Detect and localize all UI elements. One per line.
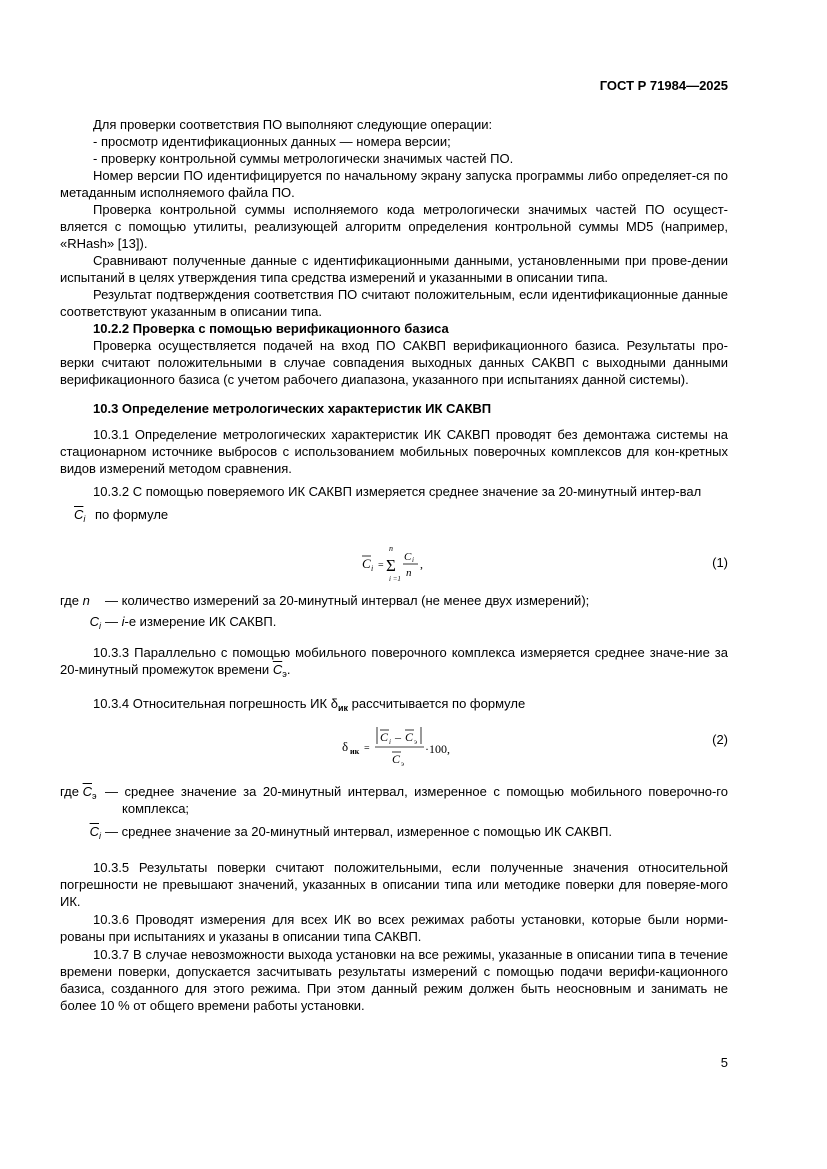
svg-text:i: i: [371, 564, 374, 573]
svg-text:–: –: [395, 730, 401, 744]
formula-2: [340, 723, 500, 775]
paragraph-10-3-2-cont: $\overline{C}_i$ по формуле: [74, 507, 169, 524]
paragraph: - просмотр идентификационных данных — номера версии;: [93, 134, 451, 149]
ci-bar-symbol: $\overline{C}_i$: [74, 507, 86, 524]
svg-text:n: n: [389, 544, 393, 553]
svg-text:C: C: [362, 556, 371, 571]
where-n: где n — количество измерений за 20-минутный интервал (не менее двух измерений);: [60, 593, 590, 608]
svg-text:δ: δ: [342, 739, 349, 754]
section-heading-10-3: 10.3 Определение метрологических характеристик ИК САКВП: [93, 401, 492, 416]
svg-text:=: =: [378, 560, 384, 571]
where-ce: где $\overline{C}_э$ — среднее значение за 20-минутный интервал, измеренное с помощью мобильного поверочно-го комплекса;: [60, 784, 728, 816]
paragraph: Результат подтверждения соответствия ПО считают положительным, если идентификационные данные соответствуют указанным в описании типа.: [60, 287, 728, 319]
document-page: [60, 0, 728, 1169]
svg-text:э: э: [414, 738, 418, 746]
doc-id-header: ГОСТ Р 71984—2025: [599, 78, 728, 93]
paragraph: Сравнивают полученные данные с идентификационными данными, установленными при прове-дении испытаний в целях утверждения типа средства измерений и указанными в описании типа.: [60, 253, 728, 285]
paragraph: 10.3.5 Результаты поверки считают положительными, если полученные значения относительной погрешности не превышают значений, указанных в описании типа или методике поверки для поверяе-мого ИК.: [60, 860, 728, 909]
paragraph: 10.3.6 Проводят измерения для всех ИК во всех режимах работы установки, которые были норми-рованы при испытаниях и указаны в описании типа САКВП.: [60, 912, 728, 944]
paragraph: Проверка осуществляется подачей на вход ПО САКВП верификационного базиса. Результаты про-верки считают положительными в случае совпадения выходных данных САКВП с выходными данными верификационного базиса (с учетом рабочего диапазона, указанного при испытаниях данной системы).: [60, 338, 728, 387]
svg-text:=: =: [364, 743, 370, 754]
paragraph: 10.3.7 В случае невозможности выхода установки на все режимы, указанные в описании типа в течение времени поверки, допускается засчитывать результаты измерений с помощью подачи верифи-кационного базиса, созданного для этого режима. При этом данный режим должен быть неосновным и занимать не более 10 % от общего времени работы установки.: [60, 947, 728, 1013]
svg-text:n: n: [406, 567, 412, 579]
paragraph-10-3-4: 10.3.4 Относительная погрешность ИК $\delta_{ик}$ рассчитывается по формуле: [93, 696, 526, 713]
paragraph: Номер версии ПО идентифицируется по начальному экрану запуска программы либо определяет-ся по метаданным исполняемого файла ПО.: [60, 168, 728, 200]
paragraph-10-3-3: 10.3.3 Параллельно с помощью мобильного поверочного комплекса измеряется среднее значе-ние за 20-минутный промежуток времени $\overline{C}_э$.: [60, 645, 728, 679]
svg-text:C: C: [405, 730, 414, 744]
svg-text:i: i: [389, 738, 391, 746]
equation-number-2: (2): [712, 732, 728, 747]
svg-text:i =1: i =1: [389, 575, 401, 583]
paragraph: Для проверки соответствия ПО выполняют следующие операции:: [93, 117, 493, 132]
page-content: [60, 116, 728, 1014]
page-number: 5: [720, 1055, 728, 1070]
svg-text:Σ: Σ: [386, 556, 396, 575]
paragraph: 10.3.1 Определение метрологических характеристик ИК САКВП проводят без демонтажа системы на стационарном источнике выбросов с использованием мобильных поверочных комплексов для кон-кретных видов измерений методом сравнения.: [60, 427, 728, 476]
svg-text:,: ,: [420, 557, 423, 571]
svg-text:·100,: ·100,: [425, 742, 450, 756]
svg-text:ик: ик: [350, 747, 360, 756]
svg-text:э: э: [401, 760, 405, 768]
equation-1: [60, 538, 728, 588]
where-ci-bar: $\overline{C}_i$ — среднее значение за 20-минутный интервал, измеренное с помощью ИК САКВП.: [89, 824, 612, 841]
svg-text:C: C: [392, 752, 401, 766]
equation-number-1: (1): [712, 555, 728, 570]
section-heading-10-2-2: 10.2.2 Проверка с помощью верификационного базиса: [93, 321, 449, 336]
svg-text:C: C: [404, 551, 412, 563]
where-ci: $C_i$ — i-е измерение ИК САКВП.: [89, 614, 277, 631]
paragraph: Проверка контрольной суммы исполняемого кода метрологически значимых частей ПО осущест-вляется с помощью утилиты, реализующей алгоритм определения контрольной суммы MD5 (например, «RHash» [13]).: [60, 202, 728, 251]
svg-text:i: i: [412, 556, 414, 564]
paragraph: - проверку контрольной суммы метрологически значимых частей ПО.: [93, 151, 514, 166]
equation-2: [60, 723, 728, 775]
paragraph-10-3-2: 10.3.2 С помощью поверяемого ИК САКВП измеряется среднее значение за 20-минутный интер-вал: [93, 484, 702, 499]
formula-1: [360, 538, 500, 588]
svg-text:C: C: [380, 730, 389, 744]
